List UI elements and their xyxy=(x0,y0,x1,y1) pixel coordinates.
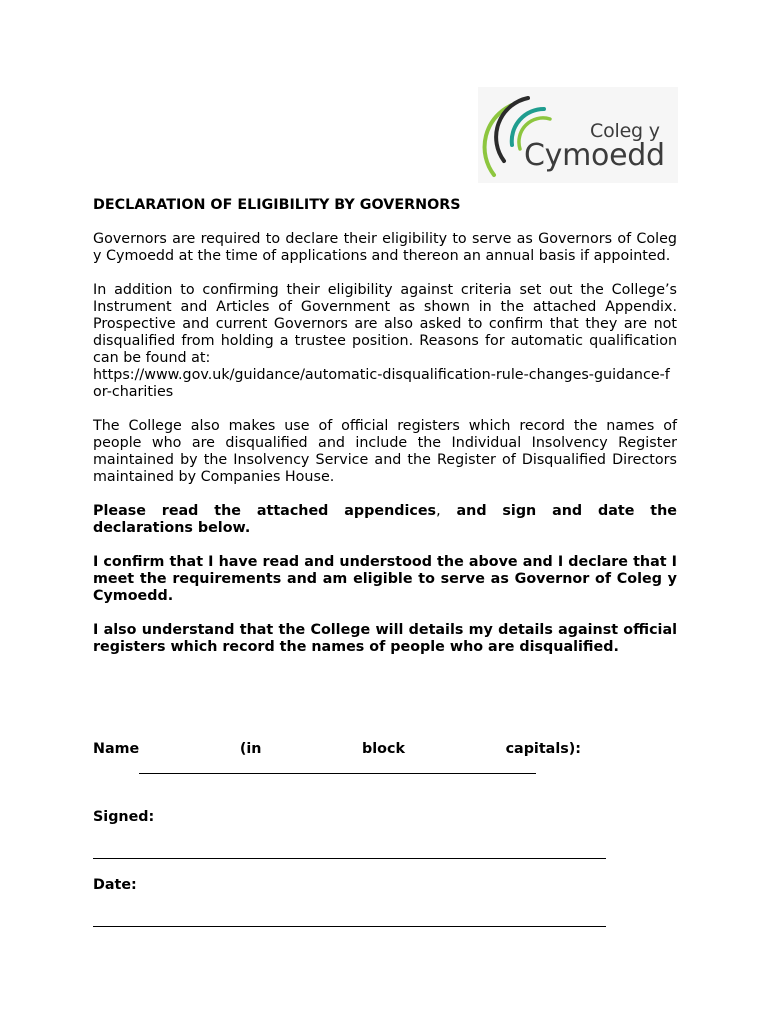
name-label-word4: capitals): xyxy=(505,741,581,757)
logo-arc-green xyxy=(485,105,512,175)
paragraph-registers: The College also makes use of official registers which record the names of people who are disqualified and include the Individual Insolvency Register maintained by the Insolvency Service and the Register of Disqualified Directors maintained by Companies House. xyxy=(93,418,677,485)
name-label-word1: Name xyxy=(93,741,140,757)
paragraph-criteria-text: In addition to confirming their eligibility against criteria set out the College’s Instrument and Articles of Government as shown in the attached Appendix. Prospective and current Governors are also asked to confirm that they are not disqualified from holding a trustee position. Reasons for automatic qualification can be found at: xyxy=(93,282,677,366)
college-logo xyxy=(478,87,678,183)
paragraph-confirmation: I confirm that I have read and understood the above and I declare that I meet the requirements and am eligible to serve as Governor of Coleg y Cymoedd. xyxy=(93,554,677,604)
paragraph-instructions xyxy=(93,503,677,537)
paragraph-eligibility: Governors are required to declare their eligibility to serve as Governors of Coleg y Cymoedd at the time of applications and thereon an annual basis if appointed. xyxy=(93,231,677,264)
date-input-line[interactable] xyxy=(93,926,606,927)
instructions-comma: , xyxy=(436,503,441,519)
date-label: Date: xyxy=(93,877,137,893)
instructions-part1: Please read the attached appendices xyxy=(93,503,437,519)
name-label-word2: (in xyxy=(239,741,262,757)
instructions-part2: and sign and date the declarations below. xyxy=(93,503,678,536)
paragraph-understanding: I also understand that the College will details my details against official registers which record the names of people who are disqualified. xyxy=(93,622,677,655)
paragraph-criteria xyxy=(93,282,677,401)
logo-text-cymoedd: Cymoedd xyxy=(524,138,665,173)
logo-text-coleg: Coleg y xyxy=(590,120,660,142)
name-label-word3: block xyxy=(362,741,405,757)
name-input-line[interactable] xyxy=(139,773,536,774)
signature-input-line[interactable] xyxy=(93,858,606,859)
guidance-link[interactable]: https://www.gov.uk/guidance/automatic-disqualification-rule-changes-guidance-for-charities xyxy=(93,367,670,400)
name-field-label xyxy=(93,741,581,757)
signed-label: Signed: xyxy=(93,809,155,825)
document-body xyxy=(93,197,677,656)
document-title: DECLARATION OF ELIGIBILITY BY GOVERNORS xyxy=(93,197,461,213)
